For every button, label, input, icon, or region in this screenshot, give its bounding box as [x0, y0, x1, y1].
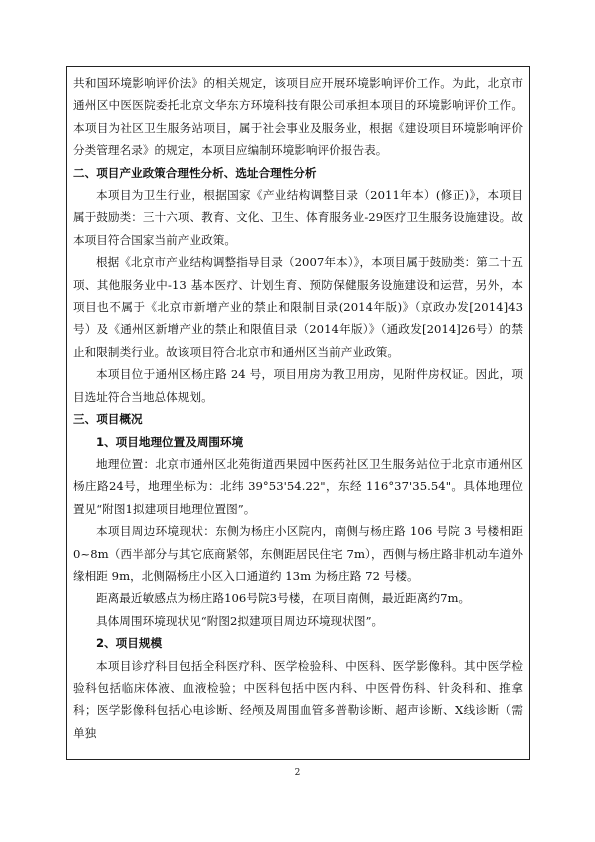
paragraph-national-policy: 本项目为卫生行业，根据国家《产业结构调整目录（2011年本）(修正)》，本项目属于鼓励类：三十六项、教育、文化、卫生、体育服务业-29医疗卫生服务设施建设。故本项目符合国家当前产业政策。 [73, 188, 523, 247]
paragraph-project-scale: 本项目诊疗科目包括全科医疗科、医学检验科、中医科、医学影像科。其中医学检验科包括临床体液、血液检验；中医科包括中医内科、中医骨伤科、针灸科和、推拿科；医学影像科包括心电诊断、经颅及周围血管多普勒诊断、超声诊断、X线诊断（需单独 [73, 658, 523, 740]
subsection-heading-location: 1、项目地理位置及周围环境 [96, 434, 244, 449]
paragraph-surroundings: 本项目周边环境现状：东侧为杨庄小区院内，南侧与杨庄路 106 号院 3 号楼相距 0~8m（西半部分与其它底商紧邻，东侧距居民住宅 7m），西侧与杨庄路非机动车道外缘相距 9m，北侧隔杨庄小区入口通道约 13m 为杨庄路 72 号楼。 [73, 524, 523, 583]
page-number: 2 [294, 768, 301, 778]
paragraph-sensitive-point: 距离最近敏感点为杨庄路106号院3号楼，在项目南侧，最近距离约7m。 [96, 591, 471, 606]
paragraph-intro-continued: 共和国环境影响评价法》的相关规定，该项目应开展环境影响评价工作。为此，北京市通州区中医医院委托北京文华东方环境科技有限公司承担本项目的环境影响评价工作。本项目为社区卫生服务站项目，属于社会事业及服务业，根据《建设项目环境影响评价分类管理名录》的规定，本项目应编制环境影响评价报告表。 [73, 76, 523, 158]
subsection-heading-scale: 2、项目规模 [96, 636, 163, 651]
paragraph-geographic-location: 地理位置：北京市通州区北苑街道西果园中医药社区卫生服务站位于北京市通州区杨庄路24号，地理坐标为：北纬 39°53'54.22"，东经 116°37'35.54"。具体地理位置见“附图1拟建项目地理位置图”。 [73, 456, 523, 516]
paragraph-site-selection: 本项目位于通州区杨庄路 24 号，项目用房为教卫用房，见附件房权证。因此，项目选址符合当地总体规划。 [73, 367, 523, 404]
paragraph-surroundings-figure-ref: 具体周围环境现状见“附图2拟建项目周边环境现状图”。 [96, 613, 384, 628]
section-heading-2: 二、项目产业政策合理性分析、选址合理性分析 [73, 165, 317, 180]
paragraph-beijing-policy: 根据《北京市产业结构调整指导目录（2007年本）》，本项目属于鼓励类：第二十五项、其他服务业中-13 基本医疗、计划生育、预防保健服务设施建设和运营，另外，本项目也不属于《北京市新增产业的禁止和限制目录(2014年版)》（京政办发[2014]43号）及《通州区新增产业的禁止和限值目录（2014年版）》（通政发[2014]26号）的禁止和限制类行业。故该项目符合北京市和通州区当前产业政策。 [73, 255, 523, 359]
section-heading-3: 三、项目概况 [73, 412, 143, 427]
content-frame [66, 66, 530, 760]
